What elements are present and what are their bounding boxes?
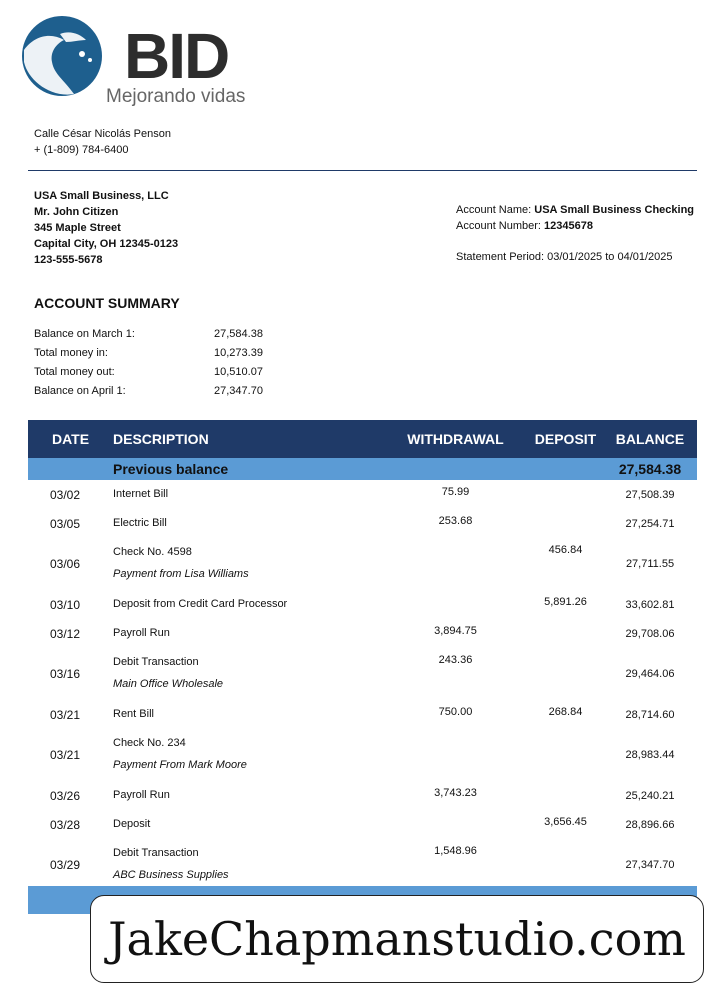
row-description-main: Deposit from Credit Card Processor bbox=[113, 598, 288, 610]
row-deposit bbox=[528, 619, 603, 648]
row-withdrawal bbox=[383, 538, 528, 590]
row-date: 03/05 bbox=[50, 516, 81, 531]
customer-phone: 123-555-5678 bbox=[34, 254, 103, 266]
row-description-detail: ABC Business Supplies bbox=[113, 869, 229, 881]
row-description-main: Check No. 4598 bbox=[113, 546, 192, 558]
row-description bbox=[113, 538, 383, 590]
account-name-label: Account Name: bbox=[456, 204, 532, 216]
row-description-main: Payroll Run bbox=[113, 789, 170, 801]
row-balance: 27,254.71 bbox=[625, 517, 675, 530]
row-balance: 28,983.44 bbox=[625, 749, 675, 761]
table-row bbox=[28, 648, 697, 700]
previous-balance-label: Previous balance bbox=[113, 461, 229, 477]
table-header bbox=[28, 420, 697, 458]
row-date: 03/21 bbox=[50, 748, 81, 762]
account-name-line bbox=[456, 202, 694, 218]
row-description bbox=[113, 810, 383, 839]
account-info bbox=[456, 202, 694, 234]
previous-balance-value: 27,584.38 bbox=[618, 461, 682, 477]
row-description-main: Check No. 234 bbox=[113, 737, 186, 749]
row-description-main: Electric Bill bbox=[113, 517, 167, 529]
row-date: 03/29 bbox=[50, 858, 81, 872]
account-number-label: Account Number: bbox=[456, 220, 541, 232]
row-deposit: 5,891.26 bbox=[544, 596, 587, 608]
summary-row bbox=[34, 325, 294, 344]
account-name-value: USA Small Business Checking bbox=[534, 204, 695, 216]
row-date: 03/28 bbox=[50, 817, 81, 832]
row-withdrawal: 243.36 bbox=[438, 654, 473, 666]
row-deposit: 3,656.45 bbox=[544, 816, 587, 828]
bank-street: Calle César Nicolás Penson bbox=[34, 128, 171, 140]
summary-label: Total money in: bbox=[34, 347, 108, 359]
customer-company: USA Small Business, LLC bbox=[34, 190, 169, 202]
header-divider bbox=[28, 170, 697, 171]
table-body bbox=[28, 480, 697, 891]
globe-logo-icon bbox=[20, 14, 104, 98]
watermark: JakeChapmanstudio.com bbox=[90, 895, 704, 983]
row-date: 03/02 bbox=[50, 487, 81, 502]
row-withdrawal bbox=[383, 590, 528, 619]
previous-balance-row bbox=[28, 458, 697, 480]
table-row bbox=[28, 810, 697, 839]
row-description bbox=[113, 480, 383, 509]
row-balance: 28,896.66 bbox=[625, 818, 675, 831]
table-row bbox=[28, 781, 697, 810]
row-withdrawal: 3,743.23 bbox=[434, 787, 477, 799]
row-description bbox=[113, 619, 383, 648]
header-deposit: DEPOSIT bbox=[534, 431, 597, 447]
bid-logo bbox=[20, 14, 260, 110]
row-withdrawal: 1,548.96 bbox=[434, 845, 477, 857]
row-description-main: Debit Transaction bbox=[113, 656, 199, 668]
row-withdrawal: 750.00 bbox=[438, 706, 473, 718]
row-withdrawal: 75.99 bbox=[441, 486, 470, 498]
summary-value: 10,273.39 bbox=[214, 347, 263, 359]
customer-city: Capital City, OH 12345-0123 bbox=[34, 238, 179, 250]
row-date: 03/06 bbox=[50, 557, 81, 571]
row-description-main: Rent Bill bbox=[113, 708, 154, 720]
row-date: 03/10 bbox=[50, 597, 81, 612]
table-row bbox=[28, 509, 697, 538]
row-deposit bbox=[528, 648, 603, 700]
row-date: 03/26 bbox=[50, 788, 81, 803]
row-description-main: Payroll Run bbox=[113, 627, 170, 639]
summary-value: 27,347.70 bbox=[214, 385, 263, 397]
row-description bbox=[113, 839, 383, 891]
row-deposit bbox=[528, 729, 603, 781]
row-balance: 25,240.21 bbox=[625, 789, 675, 802]
row-description-detail: Payment From Mark Moore bbox=[113, 759, 247, 771]
row-balance: 29,464.06 bbox=[625, 668, 675, 680]
table-row bbox=[28, 538, 697, 590]
row-description bbox=[113, 700, 383, 729]
row-withdrawal: 3,894.75 bbox=[434, 625, 477, 637]
row-description bbox=[113, 590, 383, 619]
summary-label: Balance on April 1: bbox=[34, 385, 126, 397]
customer-name: Mr. John Citizen bbox=[34, 206, 119, 218]
statement-period-value: 03/01/2025 to 04/01/2025 bbox=[547, 251, 673, 263]
table-row bbox=[28, 700, 697, 729]
summary-row bbox=[34, 344, 294, 363]
row-date: 03/16 bbox=[50, 667, 81, 681]
transactions-table bbox=[28, 420, 697, 891]
row-balance: 33,602.81 bbox=[625, 598, 675, 611]
summary-row bbox=[34, 363, 294, 382]
account-summary-title: ACCOUNT SUMMARY bbox=[34, 295, 180, 311]
row-withdrawal bbox=[383, 729, 528, 781]
row-description-main: Internet Bill bbox=[113, 488, 169, 500]
row-description-detail: Payment from Lisa Williams bbox=[113, 568, 249, 580]
logo-tagline: Mejorando vidas bbox=[106, 86, 246, 107]
row-balance: 27,711.55 bbox=[625, 558, 675, 570]
row-description bbox=[113, 729, 383, 781]
summary-label: Total money out: bbox=[34, 366, 115, 378]
table-row bbox=[28, 729, 697, 781]
header-date: DATE bbox=[52, 431, 90, 447]
account-number-line bbox=[456, 218, 694, 234]
statement-period bbox=[456, 249, 673, 265]
row-description bbox=[113, 509, 383, 538]
account-summary bbox=[34, 325, 294, 401]
row-balance: 27,347.70 bbox=[625, 859, 675, 871]
row-date: 03/21 bbox=[50, 707, 81, 722]
table-row bbox=[28, 839, 697, 891]
table-row bbox=[28, 590, 697, 619]
table-row bbox=[28, 480, 697, 509]
summary-label: Balance on March 1: bbox=[34, 328, 135, 340]
row-deposit bbox=[528, 781, 603, 810]
statement-period-label: Statement Period: bbox=[456, 251, 545, 263]
bank-phone: + (1-809) 784-6400 bbox=[34, 144, 129, 156]
row-balance: 29,708.06 bbox=[625, 627, 675, 640]
customer-address bbox=[34, 188, 178, 268]
row-withdrawal: 253.68 bbox=[438, 515, 473, 527]
row-date: 03/12 bbox=[50, 626, 81, 641]
logo-wordmark: BID bbox=[124, 20, 229, 92]
account-number-value: 12345678 bbox=[544, 220, 593, 232]
row-description-detail: Main Office Wholesale bbox=[113, 678, 224, 690]
row-deposit bbox=[528, 509, 603, 538]
header-withdrawal: WITHDRAWAL bbox=[407, 431, 504, 447]
bank-address bbox=[34, 126, 171, 158]
row-description-main: Deposit bbox=[113, 818, 151, 830]
row-deposit: 456.84 bbox=[548, 544, 583, 556]
row-description bbox=[113, 648, 383, 700]
header-balance: BALANCE bbox=[615, 431, 685, 447]
row-balance: 27,508.39 bbox=[625, 488, 675, 501]
customer-street: 345 Maple Street bbox=[34, 222, 121, 234]
table-row bbox=[28, 619, 697, 648]
row-description-main: Debit Transaction bbox=[113, 847, 199, 859]
summary-value: 27,584.38 bbox=[214, 328, 263, 340]
summary-row bbox=[34, 382, 294, 401]
row-description bbox=[113, 781, 383, 810]
summary-value: 10,510.07 bbox=[214, 366, 263, 378]
row-withdrawal bbox=[383, 810, 528, 839]
row-deposit bbox=[528, 480, 603, 509]
row-balance: 28,714.60 bbox=[625, 708, 675, 721]
header-description: DESCRIPTION bbox=[113, 431, 209, 447]
row-deposit bbox=[528, 839, 603, 891]
row-deposit: 268.84 bbox=[548, 706, 583, 718]
